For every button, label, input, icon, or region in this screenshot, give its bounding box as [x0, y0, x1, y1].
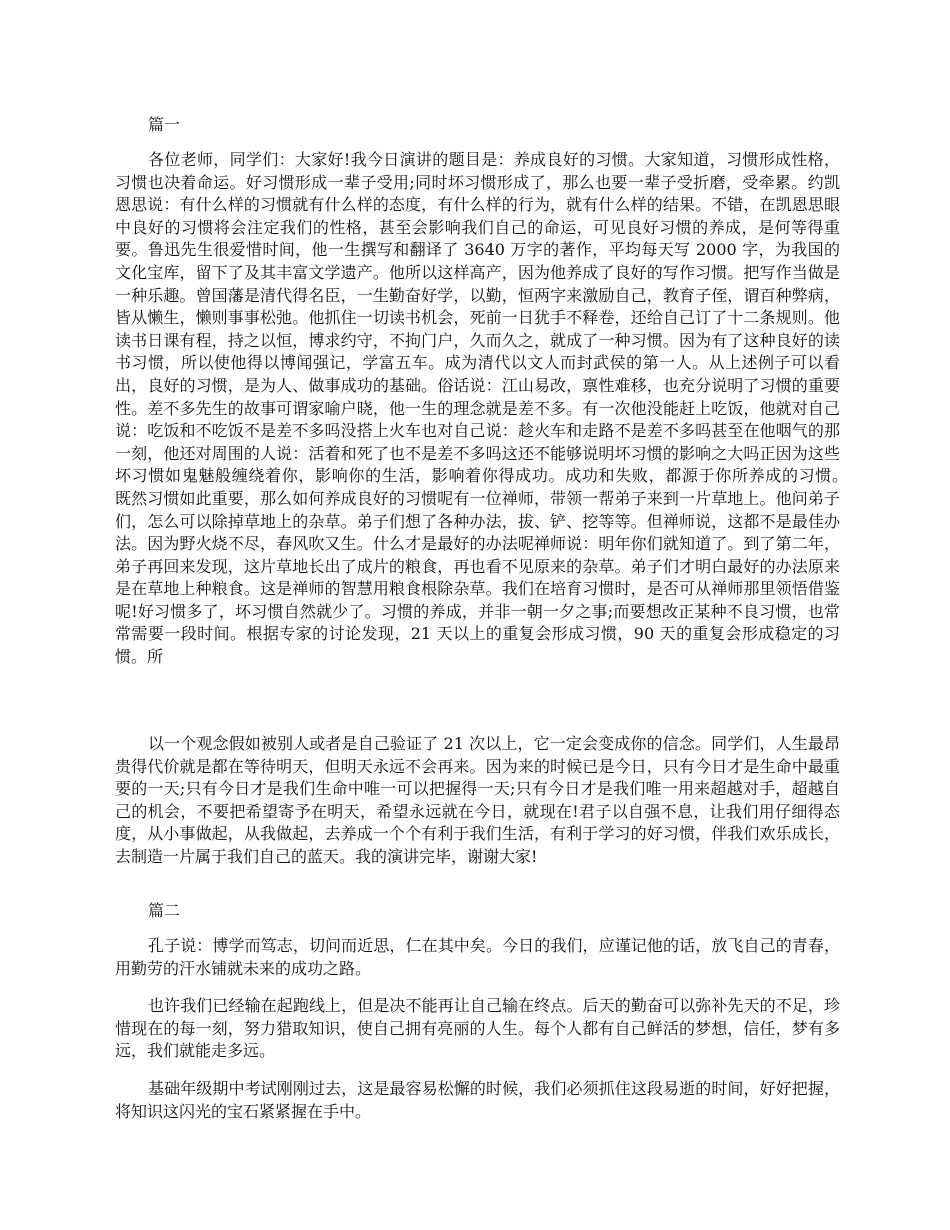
paragraph: 也许我们已经输在起跑线上，但是决不能再让自己输在终点。后天的勤奋可以弥补先天的不足，珍惜现在的每一刻，努力猎取知识，使自己拥有亮丽的人生。每个人都有自己鲜活的梦想，信任，梦有多远，我们就能走多远。: [115, 996, 840, 1061]
section-heading-2: 篇二: [148, 901, 181, 920]
paragraph: 孔子说：博学而笃志，切问而近思，仁在其中矣。今日的我们，应谨记他的话，放飞自己的青春，用勤劳的汗水铺就未来的成功之路。: [115, 936, 840, 978]
paragraph: 以一个观念假如被别人或者是自己验证了 21 次以上，它一定会变成你的信念。同学们，人生最昂贵得代价就是都在等待明天，但明天永远不会再来。因为来的时候已是今日，只有今日才是生命中最重要的一天;只有今日才是我们生命中唯一可以把握得一天;只有今日才是我们唯一用来超越对手，超越自己的机会，不要把希望寄予在明天，希望永远就在今日，就现在!君子以自强不息，让我们用仔细得态度，从小事做起，从我做起，去养成一个个有利于我们生活，有利于学习的好习惯，伴我们欢乐成长，去制造一片属于我们自己的蓝天。我的演讲完毕，谢谢大家!: [115, 734, 840, 866]
paragraph: 基础年级期中考试刚刚过去，这是最容易松懈的时候，我们必须抓住这段易逝的时间，好好把握，将知识这闪光的宝石紧紧握在手中。: [115, 1079, 840, 1121]
paragraph: 各位老师，同学们：大家好!我今日演讲的题目是：养成良好的习惯。大家知道，习惯形成性格，习惯也决着命运。好习惯形成一辈子受用;同时坏习惯形成了，那么也要一辈子受折磨，受牵累。约凯恩思说：有什么样的习惯就有什么样的态度，有什么样的行为，就有什么样的结果。不错，在凯恩思眼中良好的习惯将会注定我们的性格，甚至会影响我们自己的命运，可见良好习惯的养成，是何等得重要。鲁迅先生很爱惜时间，他一生撰写和翻译了 3640 万字的著作，平均每天写 2000 字，为我国的文化宝库，留下了及其丰富文学遗产。他所以这样高产，因为他养成了良好的写作习惯。把写作当做是一种乐趣。曾国藩是清代得名臣，一生勤奋好学，以勤，恒两字来激励自己，教育子侄，谓百种弊病，皆从懒生，懒则事事松弛。他抓住一切读书机会，死前一日犹手不释卷，还给自己订了十二条规则。他读书日课有程，持之以恒，博求约守，不拘门户，久而久之，就成了一种习惯。因为有了这种良好的读书习惯，所以使他得以博闻强记，学富五车。成为清代以文人而封武侯的第一人。从上述例子可以看出，良好的习惯，是为人、做事成功的基础。俗话说：江山易改，禀性难移，也充分说明了习惯的重要性。差不多先生的故事可谓家喻户晓，他一生的理念就是差不多。有一次他没能赶上吃饭，他就对自己说：吃饭和不吃饭不是差不多吗没搭上火车也对自己说：趁火车和走路不是差不多吗甚至在他咽气的那一刻，他还对周围的人说：活着和死了也不是差不多吗这还不能够说明坏习惯的影响之大吗正因为这些坏习惯如鬼魅般缠绕着你，影响你的生活，影响着你得成功。成功和失败，都源于你所养成的习惯。 既然习惯如此重要，那么如何养成良好的习惯呢有一位禅师，带领一帮弟子来到一片草地上。他问弟子们，怎么可以除掉草地上的杂草。弟子们想了各种办法，拔、铲、挖等等。但禅师说，这都不是最佳办法。因为野火烧不尽，春风吹又生。什么才是最好的办法呢禅师说：明年你们就知道了。到了第二年，弟子再回来发现，这片草地长出了成片的粮食，再也看不见原来的杂草。弟子们才明白最好的办法原来是在草地上种粮食。这是禅师的智慧用粮食根除杂草。我们在培育习惯时，是否可从禅师那里领悟借鉴呢!好习惯多了，坏习惯自然就少了。习惯的养成，并非一朝一夕之事;而要想改正某种不良习惯，也常常需要一段时间。根据专家的讨论发现，21 天以上的重复会形成习惯，90 天的重复会形成稳定的习惯。所: [115, 150, 857, 667]
section-heading-1: 篇一: [148, 115, 181, 134]
